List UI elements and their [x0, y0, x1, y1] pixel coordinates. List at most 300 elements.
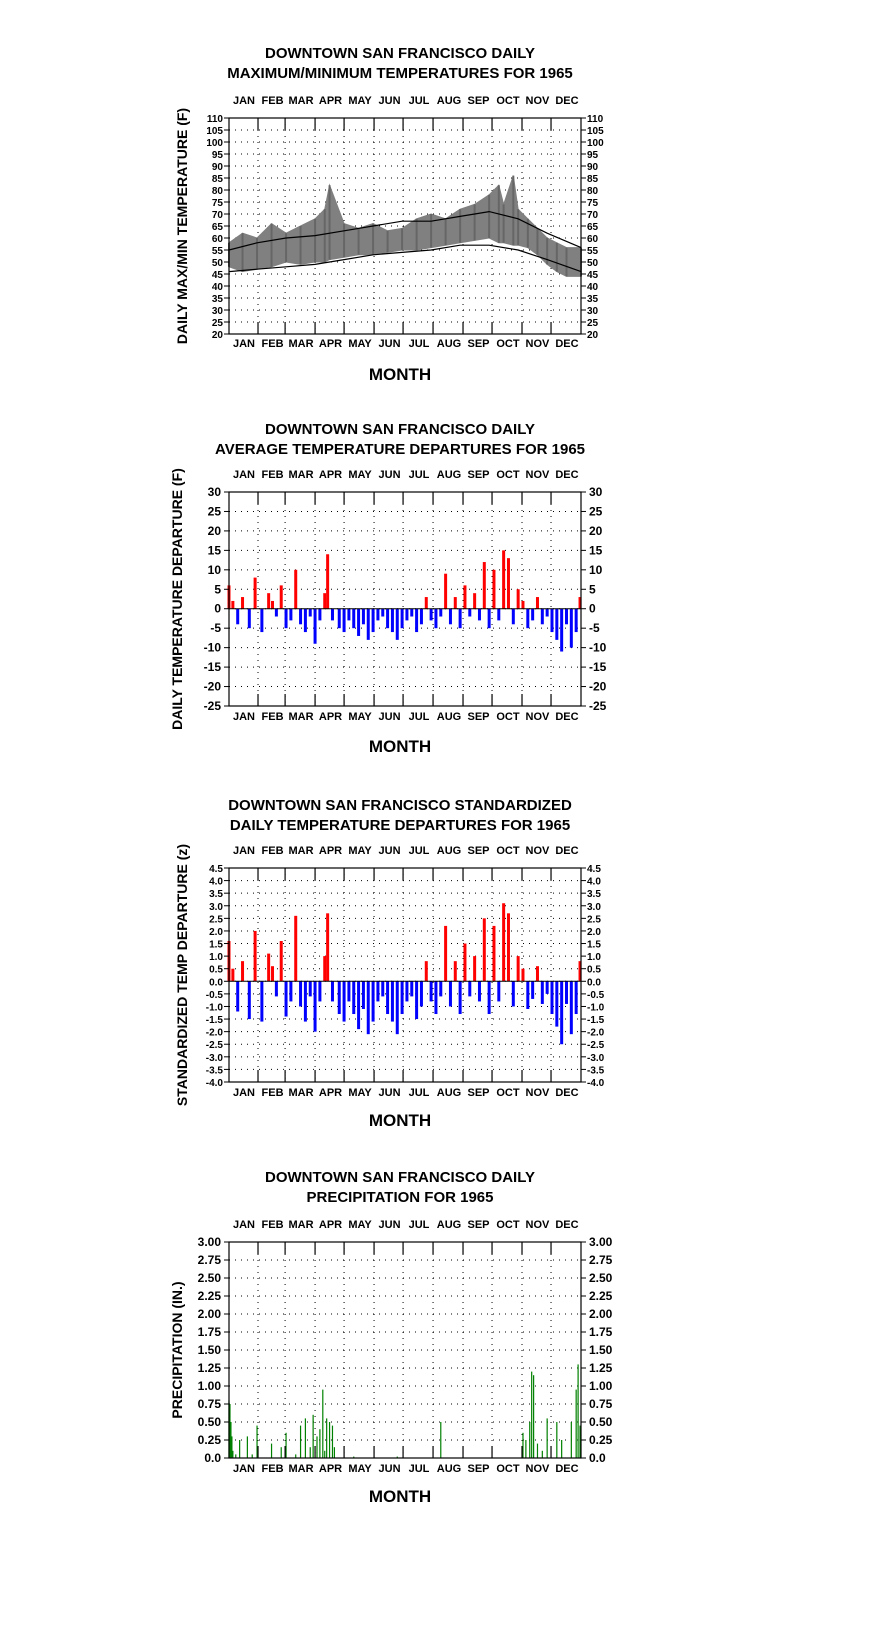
- data-bar: [300, 1426, 301, 1458]
- plot-frame: [229, 1242, 581, 1458]
- chart-2-svg: [0, 410, 876, 810]
- month-label-bottom: JUN: [378, 711, 401, 723]
- y-tick-label-right: -4.0: [587, 1078, 605, 1089]
- y-tick-label-right: 0.50: [589, 1415, 613, 1429]
- data-bar: [391, 609, 394, 632]
- y-tick-label-left: 4.0: [209, 876, 223, 888]
- data-bar: [405, 609, 408, 621]
- month-label-top: NOV: [525, 95, 550, 107]
- month-label-top: DEC: [555, 1219, 579, 1231]
- x-axis-label: MONTH: [368, 365, 432, 384]
- y-tick-label-left: 2.50: [197, 1271, 221, 1285]
- month-label-top: MAR: [288, 845, 314, 857]
- month-label-bottom: DEC: [555, 1087, 579, 1099]
- data-bar: [473, 956, 476, 981]
- data-bar: [537, 1444, 538, 1458]
- y-tick-label-left: 75: [211, 198, 223, 209]
- data-bar: [318, 609, 321, 621]
- data-bar: [521, 601, 524, 609]
- y-tick-label-right: -20: [589, 679, 607, 694]
- y-tick-label-right: 80: [587, 186, 599, 197]
- x-axis-label: MONTH: [368, 1111, 432, 1130]
- data-bar: [410, 981, 413, 996]
- data-bar: [231, 969, 234, 982]
- month-label-bottom: MAY: [348, 1087, 372, 1099]
- month-label-top: DEC: [555, 845, 579, 857]
- month-label-bottom: NOV: [525, 1463, 550, 1475]
- month-label-top: SEP: [467, 1219, 490, 1231]
- data-bar: [478, 981, 481, 1001]
- y-tick-label-left: 3.5: [209, 889, 223, 901]
- month-label-top: APR: [318, 469, 343, 481]
- y-tick-label-left: 2.25: [197, 1289, 221, 1303]
- y-axis-label: DAILY MAX/MIN TEMPERATURE (F): [174, 107, 190, 345]
- y-tick-label-left: -3.5: [205, 1065, 223, 1077]
- y-tick-label-left: -2.0: [205, 1027, 223, 1039]
- month-label-top: JUN: [378, 469, 401, 481]
- chart-1-maxmin-temperatures: [0, 0, 876, 400]
- month-label-bottom: JUL: [408, 1463, 430, 1475]
- data-bar: [425, 961, 428, 981]
- y-tick-label-right: 1.5: [587, 939, 601, 951]
- data-bar: [550, 981, 553, 1014]
- month-label-bottom: FEB: [261, 1463, 284, 1475]
- y-tick-label-right: -1.5: [587, 1015, 605, 1027]
- month-label-top: OCT: [496, 95, 520, 107]
- data-bar: [271, 1444, 272, 1458]
- month-label-bottom: AUG: [436, 711, 462, 723]
- data-bar: [507, 913, 510, 981]
- data-bar: [319, 1429, 320, 1458]
- month-label-bottom: DEC: [555, 338, 579, 350]
- month-label-bottom: OCT: [496, 711, 520, 723]
- data-bar: [555, 609, 558, 640]
- month-label-top: MAY: [348, 469, 372, 481]
- chart-1-svg: [0, 0, 876, 400]
- month-label-bottom: APR: [318, 711, 343, 723]
- data-bar: [529, 1422, 530, 1458]
- y-tick-label-left: -0.5: [205, 989, 223, 1001]
- y-tick-label-left: 1.75: [197, 1325, 221, 1339]
- data-bar: [542, 1451, 543, 1458]
- data-bar: [401, 609, 404, 628]
- y-tick-label-right: 10: [589, 562, 603, 577]
- y-tick-label-left: 95: [211, 150, 223, 161]
- data-bar: [386, 609, 389, 628]
- data-bar: [285, 609, 288, 628]
- data-bar: [281, 1447, 282, 1458]
- data-bar: [304, 981, 307, 1021]
- data-bar: [459, 609, 462, 628]
- data-bar: [357, 981, 360, 1029]
- month-label-top: AUG: [436, 95, 462, 107]
- data-bar: [347, 609, 350, 621]
- data-bar: [309, 609, 312, 617]
- month-label-bottom: FEB: [261, 1087, 284, 1099]
- month-label-bottom: AUG: [436, 1087, 462, 1099]
- chart-subtitle: MAXIMUM/MINIMUM TEMPERATURES FOR 1965: [227, 65, 573, 82]
- y-tick-label-right: 1.00: [589, 1379, 613, 1393]
- data-bar: [497, 609, 500, 621]
- month-label-bottom: MAR: [288, 338, 314, 350]
- y-tick-label-left: 80: [211, 186, 223, 197]
- data-bar: [415, 609, 418, 632]
- data-bar: [372, 609, 375, 632]
- data-bar: [536, 597, 539, 609]
- data-bar: [488, 609, 491, 628]
- data-bar: [285, 981, 288, 1016]
- y-tick-label-right: 2.25: [589, 1289, 613, 1303]
- y-tick-label-right: 4.5: [587, 864, 601, 875]
- data-bar: [425, 597, 428, 609]
- y-tick-label-right: -25: [589, 699, 607, 713]
- month-label-top: JUL: [408, 95, 430, 107]
- y-tick-label-right: 2.50: [589, 1271, 613, 1285]
- month-label-top: APR: [318, 845, 343, 857]
- data-bar: [512, 981, 515, 1006]
- y-tick-label-right: 110: [587, 114, 604, 125]
- data-bar: [331, 609, 334, 621]
- data-bar: [275, 609, 278, 617]
- month-label-top: APR: [318, 1219, 343, 1231]
- data-bar: [260, 981, 263, 1021]
- data-bar: [239, 1440, 240, 1458]
- data-bar: [343, 981, 346, 1021]
- month-label-top: AUG: [436, 845, 462, 857]
- data-bar: [434, 981, 437, 1014]
- data-bar: [570, 609, 573, 648]
- data-bar: [376, 609, 379, 621]
- month-label-bottom: NOV: [525, 1087, 550, 1099]
- y-tick-label-right: -10: [589, 640, 607, 655]
- data-bar: [338, 981, 341, 1014]
- chart-title: DOWNTOWN SAN FRANCISCO STANDARDIZED: [228, 797, 572, 814]
- chart-title: DOWNTOWN SAN FRANCISCO DAILY: [265, 1169, 535, 1186]
- y-tick-label-right: 25: [589, 504, 603, 519]
- month-label-bottom: APR: [318, 338, 343, 350]
- y-tick-label-left: 35: [211, 294, 223, 305]
- y-tick-label-right: 0.25: [589, 1433, 613, 1447]
- y-tick-label-left: 4.5: [209, 864, 223, 875]
- month-label-top: JUN: [378, 95, 401, 107]
- y-tick-label-left: 20: [211, 330, 223, 341]
- month-label-top: MAY: [348, 1219, 372, 1231]
- data-bar: [565, 609, 568, 625]
- y-tick-label-left: 2.00: [197, 1307, 221, 1321]
- month-label-top: NOV: [525, 845, 550, 857]
- data-bar: [439, 609, 442, 617]
- data-bar: [541, 981, 544, 1004]
- y-tick-label-right: 85: [587, 174, 599, 185]
- y-tick-label-right: 0.0: [587, 977, 601, 989]
- y-tick-label-left: -5: [210, 621, 221, 636]
- y-tick-label-right: 15: [589, 543, 603, 558]
- data-bar: [550, 609, 553, 632]
- month-label-top: SEP: [467, 845, 490, 857]
- y-tick-label-right: 5: [589, 582, 596, 597]
- data-bar: [444, 574, 447, 609]
- data-bar: [497, 981, 500, 1001]
- y-tick-label-left: 25: [211, 318, 223, 329]
- data-bar: [381, 609, 384, 617]
- month-label-bottom: JUL: [408, 338, 430, 350]
- data-bar: [531, 609, 534, 621]
- y-tick-label-right: -15: [589, 660, 607, 675]
- data-bar: [521, 969, 524, 982]
- data-bar: [440, 1422, 441, 1458]
- y-tick-label-right: 0.5: [587, 964, 601, 976]
- data-bar: [512, 609, 515, 625]
- y-tick-label-right: 45: [587, 270, 599, 281]
- y-tick-label-right: 50: [587, 258, 599, 269]
- y-tick-label-left: 1.0: [209, 952, 223, 964]
- month-label-top: JAN: [232, 95, 255, 107]
- data-bar: [439, 981, 442, 996]
- y-tick-label-right: 1.0: [587, 952, 601, 964]
- y-tick-label-left: -1.5: [205, 1015, 223, 1027]
- data-bar: [401, 981, 404, 1014]
- data-bar: [533, 1375, 534, 1458]
- x-axis-label: MONTH: [368, 737, 432, 756]
- data-bar: [304, 609, 307, 632]
- data-bar: [386, 981, 389, 1014]
- data-bar: [525, 1440, 526, 1458]
- data-bar: [294, 570, 297, 609]
- y-tick-label-right: 2.00: [589, 1307, 613, 1321]
- data-bar: [468, 609, 471, 617]
- month-label-bottom: JUL: [408, 711, 430, 723]
- month-label-top: AUG: [436, 469, 462, 481]
- data-bar: [275, 981, 278, 996]
- data-bar: [271, 601, 274, 609]
- month-label-bottom: DEC: [555, 711, 579, 723]
- month-label-top: JUL: [408, 845, 430, 857]
- data-bar: [526, 981, 529, 1009]
- month-label-bottom: MAR: [288, 1087, 314, 1099]
- data-bar: [502, 550, 505, 608]
- month-label-top: SEP: [467, 469, 490, 481]
- data-bar: [313, 1415, 314, 1458]
- y-tick-label-left: -20: [203, 679, 221, 694]
- data-bar: [280, 941, 283, 981]
- y-tick-label-left: 1.25: [197, 1361, 221, 1375]
- y-tick-label-right: 55: [587, 246, 599, 257]
- data-bar: [575, 609, 578, 632]
- month-label-top: JAN: [232, 1219, 255, 1231]
- data-bar: [231, 601, 234, 609]
- y-tick-label-left: -4.0: [205, 1078, 223, 1089]
- month-label-top: FEB: [261, 845, 284, 857]
- y-axis-label: PRECIPITATION (IN.): [169, 1281, 185, 1419]
- y-tick-label-right: 40: [587, 282, 599, 293]
- data-bar: [314, 609, 317, 644]
- y-tick-label-left: -15: [203, 660, 221, 675]
- data-bar: [376, 981, 379, 1001]
- month-label-bottom: SEP: [467, 338, 490, 350]
- month-label-bottom: MAY: [348, 338, 372, 350]
- y-tick-label-left: 90: [211, 162, 223, 173]
- y-tick-label-left: 0.75: [197, 1397, 221, 1411]
- month-label-bottom: MAY: [348, 711, 372, 723]
- month-label-top: JUL: [408, 469, 430, 481]
- y-tick-label-right: -3.5: [587, 1065, 605, 1077]
- data-bar: [555, 981, 558, 1026]
- data-bar: [430, 609, 433, 621]
- data-bar: [248, 609, 251, 628]
- data-bar: [396, 981, 399, 1034]
- data-bar: [352, 981, 355, 1014]
- y-tick-label-right: 0: [589, 601, 596, 616]
- data-bar: [271, 966, 274, 981]
- month-label-bottom: JUN: [378, 1087, 401, 1099]
- data-bar: [560, 981, 563, 1044]
- data-bar: [367, 609, 370, 640]
- month-label-top: DEC: [555, 95, 579, 107]
- y-tick-label-right: 95: [587, 150, 599, 161]
- y-tick-label-left: 45: [211, 270, 223, 281]
- month-label-top: NOV: [525, 469, 550, 481]
- y-tick-label-left: 60: [211, 234, 223, 245]
- y-tick-label-left: 2.75: [197, 1253, 221, 1267]
- y-tick-label-left: 30: [211, 306, 223, 317]
- data-bar: [362, 981, 365, 1009]
- data-bar: [517, 956, 520, 981]
- month-label-bottom: OCT: [496, 1087, 520, 1099]
- data-bar: [280, 585, 283, 608]
- data-bar: [326, 913, 329, 981]
- data-bar: [459, 981, 462, 1014]
- data-bar: [531, 981, 534, 999]
- data-bar: [444, 926, 447, 981]
- y-tick-label-left: -25: [203, 699, 221, 713]
- data-bar: [318, 981, 321, 1001]
- data-bar: [391, 981, 394, 1021]
- chart-4-precipitation: [0, 1169, 876, 1628]
- data-bar: [449, 609, 452, 625]
- y-tick-label-left: 1.50: [197, 1343, 221, 1357]
- y-tick-label-left: 2.0: [209, 926, 223, 938]
- month-label-top: MAY: [348, 95, 372, 107]
- month-label-bottom: JAN: [232, 711, 255, 723]
- data-bar: [338, 609, 341, 628]
- data-bar: [502, 903, 505, 981]
- y-tick-label-left: 1.00: [197, 1379, 221, 1393]
- data-bar: [322, 1390, 323, 1458]
- data-bar: [289, 981, 292, 1001]
- y-tick-label-right: 3.00: [589, 1235, 613, 1249]
- data-bar: [323, 956, 326, 981]
- month-label-bottom: JUN: [378, 338, 401, 350]
- month-label-top: MAY: [348, 845, 372, 857]
- y-tick-label-left: 1.5: [209, 939, 223, 951]
- month-label-bottom: NOV: [525, 338, 550, 350]
- data-bar: [410, 609, 413, 617]
- data-bar: [556, 1422, 557, 1458]
- chart-3-standardized-departures: [0, 797, 876, 1220]
- y-tick-label-left: 105: [206, 126, 223, 137]
- data-bar: [449, 981, 452, 1006]
- month-label-top: JUN: [378, 845, 401, 857]
- y-tick-label-left: -1.0: [205, 1002, 223, 1014]
- data-bar: [507, 558, 510, 609]
- data-bar: [454, 961, 457, 981]
- data-bar: [247, 1436, 248, 1458]
- data-bar: [492, 926, 495, 981]
- data-bar: [334, 1447, 335, 1458]
- y-tick-label-right: 60: [587, 234, 599, 245]
- data-bar: [254, 931, 257, 981]
- y-tick-label-right: 1.25: [589, 1361, 613, 1375]
- month-label-bottom: FEB: [261, 711, 284, 723]
- data-bar: [454, 597, 457, 609]
- data-bar: [310, 1447, 311, 1458]
- data-bar: [473, 593, 476, 609]
- y-tick-label-left: 0.0: [209, 977, 223, 989]
- y-tick-label-left: 3.00: [197, 1235, 221, 1249]
- month-label-top: FEB: [261, 1219, 284, 1231]
- y-tick-label-left: 25: [207, 504, 221, 519]
- data-bar: [531, 1372, 532, 1458]
- month-label-bottom: MAY: [348, 1463, 372, 1475]
- y-tick-label-right: 105: [587, 126, 604, 137]
- y-tick-label-right: -2.0: [587, 1027, 605, 1039]
- chart-subtitle: AVERAGE TEMPERATURE DEPARTURES FOR 1965: [214, 441, 586, 458]
- data-bar: [463, 585, 466, 608]
- data-bar: [332, 1426, 333, 1458]
- data-bar: [468, 981, 471, 996]
- y-tick-label-left: 55: [211, 246, 223, 257]
- y-tick-label-right: 30: [587, 306, 599, 317]
- month-label-top: JUN: [378, 1219, 401, 1231]
- y-tick-label-left: 65: [211, 222, 223, 233]
- month-label-bottom: DEC: [555, 1463, 579, 1475]
- data-bar: [517, 589, 520, 608]
- month-label-bottom: JAN: [232, 1087, 255, 1099]
- month-label-bottom: SEP: [467, 1087, 490, 1099]
- y-tick-label-right: -0.5: [587, 989, 605, 1001]
- data-bar: [420, 981, 423, 1006]
- month-label-top: APR: [318, 95, 343, 107]
- y-tick-label-right: 100: [587, 138, 604, 149]
- month-label-bottom: SEP: [467, 1463, 490, 1475]
- month-label-bottom: SEP: [467, 711, 490, 723]
- data-bar: [299, 981, 302, 1006]
- data-bar: [526, 609, 529, 628]
- month-label-bottom: MAR: [288, 1463, 314, 1475]
- data-bar: [488, 981, 491, 1014]
- data-bar: [420, 609, 423, 625]
- month-label-top: DEC: [555, 469, 579, 481]
- data-bar: [405, 981, 408, 1001]
- y-tick-label-left: -3.0: [205, 1052, 223, 1064]
- data-bar: [236, 609, 239, 625]
- month-label-bottom: MAR: [288, 711, 314, 723]
- data-bar: [343, 609, 346, 632]
- month-label-top: SEP: [467, 95, 490, 107]
- data-bar: [236, 981, 239, 1011]
- data-bar: [547, 1418, 548, 1458]
- data-bar: [478, 609, 481, 621]
- data-bar: [232, 1451, 233, 1458]
- data-bar: [314, 981, 317, 1031]
- data-bar: [560, 609, 563, 652]
- data-bar: [241, 961, 244, 981]
- month-label-bottom: OCT: [496, 1463, 520, 1475]
- y-tick-label-right: 35: [587, 294, 599, 305]
- y-tick-label-left: 0.50: [197, 1415, 221, 1429]
- chart-2-temperature-departures: [0, 410, 876, 810]
- data-bar: [463, 944, 466, 982]
